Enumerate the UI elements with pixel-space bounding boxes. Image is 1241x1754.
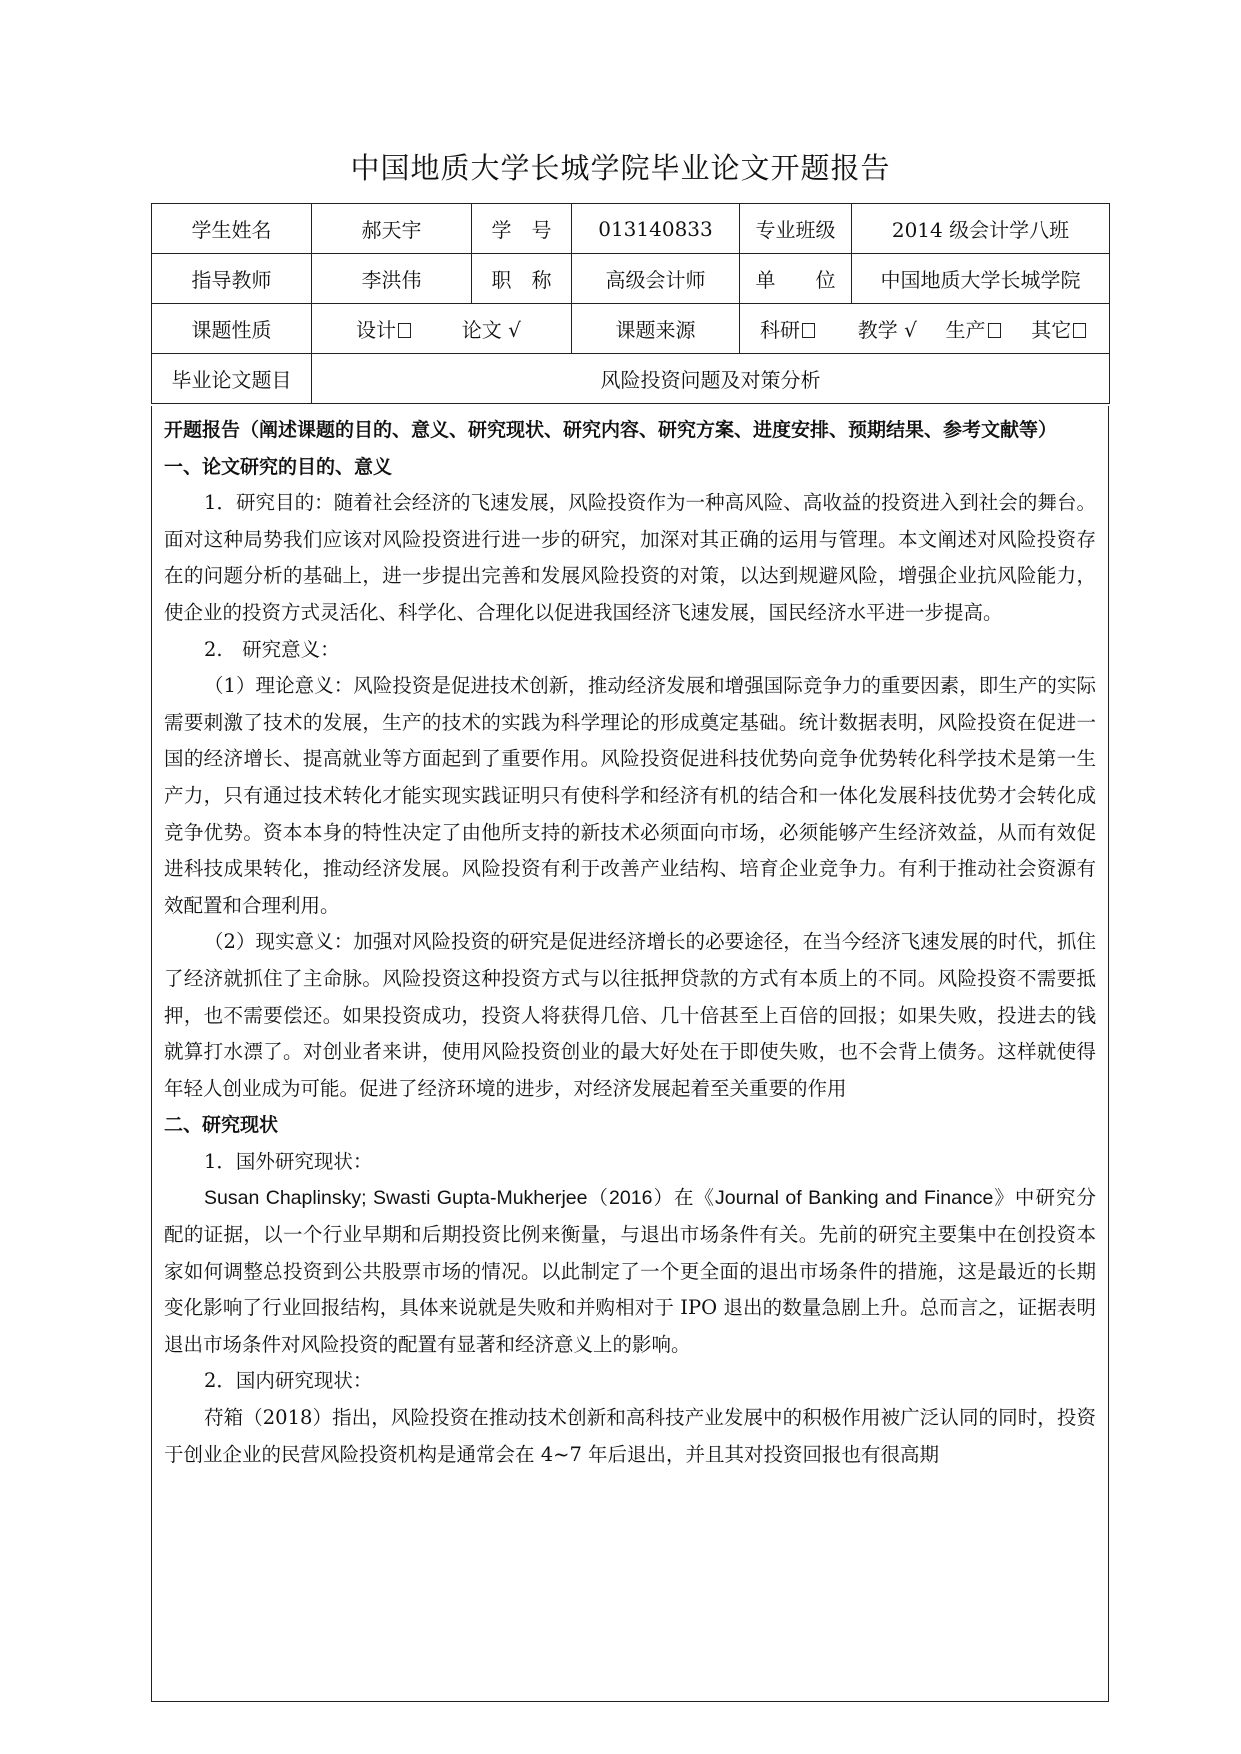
check-mark-icon: √ [904, 318, 917, 342]
label-topic-source: 课题来源 [572, 304, 740, 354]
unit-value: 中国地质大学长城学院 [852, 254, 1110, 304]
source-other-label: 其它 [1031, 318, 1072, 342]
title-value: 高级会计师 [572, 254, 740, 304]
topic-nature-options [312, 304, 572, 354]
checkbox-design[interactable] [398, 323, 411, 338]
checkbox-production[interactable] [988, 323, 1001, 338]
source-production-label: 生产 [945, 318, 986, 342]
report-body [151, 406, 1109, 1702]
page-title: 中国地质大学长城学院毕业论文开题报告 [350, 151, 891, 185]
thesis-topic-value: 风险投资问题及对策分析 [312, 354, 1110, 404]
check-mark-icon: √ [508, 318, 521, 342]
label-title: 职 称 [472, 254, 572, 304]
label-advisor: 指导教师 [152, 254, 312, 304]
student-name-value: 郝天宇 [312, 204, 472, 254]
label-thesis-topic: 毕业论文题目 [152, 354, 312, 404]
checkbox-research[interactable] [802, 323, 815, 338]
paragraph-practical-significance: （2）现实意义：加强对风险投资的研究是促进经济增长的必要途径，在当今经济飞速发展的时代，抓住了经济就抓住了主命脉。风险投资这种投资方式与以往抵押贷款的方式有本质上的不同。风险投资不需要抵押，也不需要偿还。如果投资成功，投资人将获得几倍、几十倍甚至上百倍的回报；如果失败，投进去的钱就算打水漂了。对创业者来讲，使用风险投资创业的最大好处在于即使失败，也不会背上债务。这样就使得年轻人创业成为可能。促进了经济环境的进步，对经济发展起着至关重要的作用 [164, 930, 1096, 1100]
advisor-value: 李洪伟 [312, 254, 472, 304]
topic-source-options [740, 304, 1110, 354]
paragraph-domestic-heading: 2．国内研究现状： [204, 1369, 373, 1393]
section-1-heading: 一、论文研究的目的、意义 [164, 455, 393, 478]
label-unit: 单 位 [740, 254, 852, 304]
table-row [152, 204, 1110, 254]
report-heading: 开题报告（阐述课题的目的、意义、研究现状、研究内容、研究方案、进度安排、预期结果、参考文献等） [164, 419, 1058, 441]
paragraph-domestic-research: 苻箱（2018）指出，风险投资在推动技术创新和高科技产业发展中的积极作用被广泛认同的同时，投资于创业企业的民营风险投资机构是通常会在 4~7 年后退出，并且其对投资回报也有很高期 [164, 1406, 1096, 1466]
paragraph-research-purpose: 1．研究目的：随着社会经济的飞速发展，风险投资作为一种高风险、高收益的投资进入到社会的舞台。面对这种局势我们应该对风险投资进行进一步的研究，加深对其正确的运用与管理。本文阐述对风险投资存在的问题分析的基础上，进一步提出完善和发展风险投资的对策，以达到规避风险，增强企业抗风险能力，使企业的投资方式灵活化、科学化、合理化以促进我国经济飞速发展，国民经济水平进一步提高。 [164, 491, 1096, 624]
report-content [164, 412, 1096, 1473]
foreign-research-text: 中研究分配的证据，以一个行业早期和后期投资比例来衡量，与退出市场条件有关。先前的研究主要集中在创投资本家如何调整总投资到公共股票市场的情况。以此制定了一个更全面的退出市场条件的措施，这是最近的长期变化影响了行业回报结构，具体来说就是失败和并购相对于 IPO 退出的数量急剧上升。总而言之，证据表明退出市场条件对风险投资的配置有显著和经济意义上的影响。 [164, 1186, 1096, 1356]
student-id-value: 013140833 [572, 204, 740, 254]
source-teaching-label: 教学 [857, 318, 898, 342]
checkbox-other[interactable] [1073, 323, 1086, 338]
paragraph-significance-heading: 2. 研究意义： [204, 637, 340, 661]
option-design-label: 设计 [356, 318, 396, 342]
label-class: 专业班级 [740, 204, 852, 254]
section-2-heading: 二、研究现状 [164, 1114, 279, 1137]
paragraph-foreign-research [164, 1180, 1096, 1363]
table-row [152, 254, 1110, 304]
citation-text: Susan Chaplinsky; Swasti Gupta-Mukherjee（2016）在《Journal of Banking and Finance》 [204, 1187, 1015, 1210]
option-thesis-label: 论文 [461, 318, 502, 342]
table-row [152, 354, 1110, 404]
source-research-label: 科研 [760, 318, 800, 342]
table-row [152, 304, 1110, 354]
label-topic-nature: 课题性质 [152, 304, 312, 354]
paragraph-foreign-heading: 1．国外研究现状： [204, 1149, 373, 1173]
label-student-id: 学 号 [472, 204, 572, 254]
class-value: 2014 级会计学八班 [852, 204, 1110, 254]
paragraph-theoretical-significance: （1）理论意义：风险投资是促进技术创新，推动经济发展和增强国际竞争力的重要因素，即生产的实际需要刺激了技术的发展，生产的技术的实践为科学理论的形成奠定基础。统计数据表明，风险投资在促进一国的经济增长、提高就业等方面起到了重要作用。风险投资促进科技优势向竞争优势转化科学技术是第一生产力，只有通过技术转化才能实现实践证明只有使科学和经济有机的结合和一体化发展科技优势才会转化成竞争优势。资本本身的特性决定了由他所支持的新技术必须面向市场，必须能够产生经济效益，从而有效促进科技成果转化，推动经济发展。风险投资有利于改善产业结构、培育企业竞争力。有利于推动社会资源有效配置和合理利用。 [164, 674, 1096, 917]
label-student-name: 学生姓名 [152, 204, 312, 254]
info-table [151, 203, 1110, 404]
